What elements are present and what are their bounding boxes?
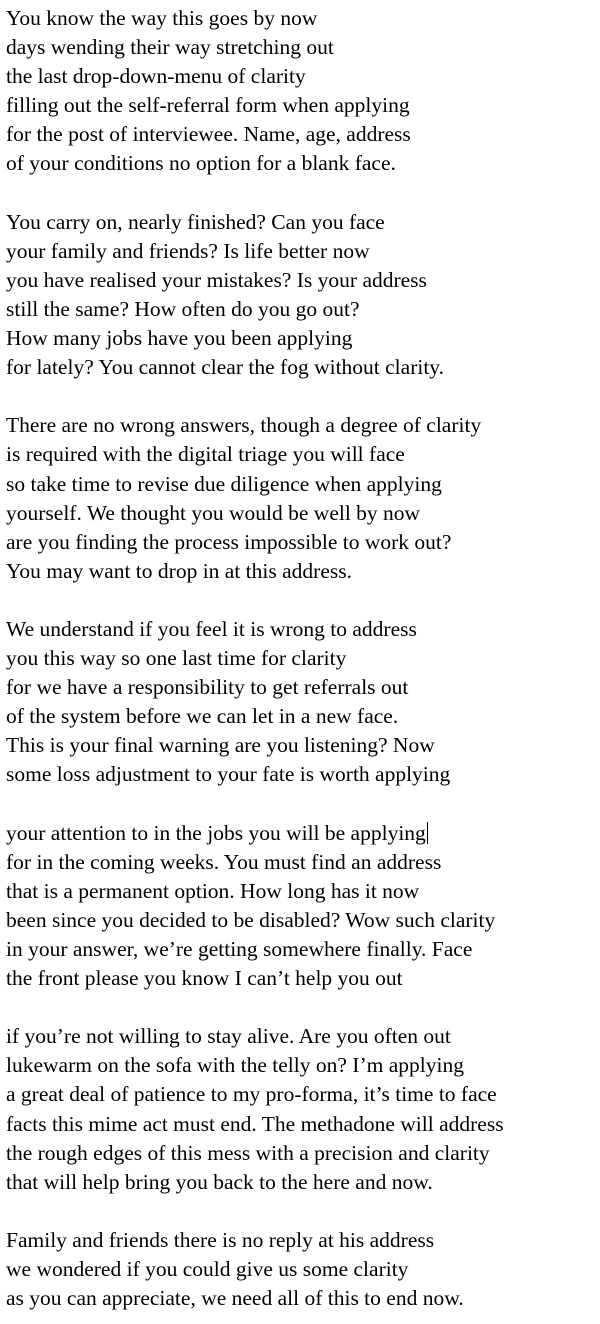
poem-line: You know the way this goes by now xyxy=(6,6,318,30)
poem-line: if you’re not willing to stay alive. Are you often out xyxy=(6,1024,451,1049)
poem-line: lukewarm on the sofa with the telly on? I’m applying xyxy=(6,1053,464,1078)
poem-line: for we have a responsibility to get referrals out xyxy=(6,675,409,700)
poem-line: You may want to drop in at this address. xyxy=(6,558,352,583)
poem-line: Family and friends there is no reply at his address xyxy=(6,1227,435,1252)
stanza-4 xyxy=(6,615,600,790)
poem-line: yourself. We thought you would be well by now xyxy=(6,500,421,525)
poem-line: so take time to revise due diligence when applying xyxy=(6,471,442,496)
text-cursor xyxy=(427,822,428,844)
poem-line: a great deal of patience to my pro-forma, it’s time to face xyxy=(6,1082,497,1107)
poem-line: is required with the digital triage you will face xyxy=(6,442,405,467)
poem-line: days wending their way stretching out xyxy=(6,35,334,60)
poem-line: some loss adjustment to your fate is worth applying xyxy=(6,762,451,787)
poem-line: that is a permanent option. How long has it now xyxy=(6,878,420,903)
poem-line: of the system before we can let in a new face. xyxy=(6,704,399,729)
stanza-3 xyxy=(6,411,600,586)
poem-line: as you can appreciate, we need all of this to end now. xyxy=(6,1286,464,1311)
poem-line: for the post of interviewee. Name, age, address xyxy=(6,122,411,147)
poem-line: How many jobs have you been applying xyxy=(6,326,353,351)
poem-line: still the same? How often do you go out? xyxy=(6,296,360,321)
stanza-7 xyxy=(6,1226,600,1313)
poem-line: of your conditions no option for a blank face. xyxy=(6,151,396,176)
stanza-1 xyxy=(6,4,600,179)
poem-line: that will help bring you back to the here and now. xyxy=(6,1169,433,1194)
poem-line: filling out the self-referral form when applying xyxy=(6,93,410,118)
poem-line-text: your attention to in the jobs you will be applying xyxy=(6,820,426,845)
poem-line: your family and friends? Is life better now xyxy=(6,238,370,263)
poem-line: the last drop-down-menu of clarity xyxy=(6,64,306,89)
poem-line: This is your final warning are you listening? Now xyxy=(6,733,435,758)
poem-line: been since you decided to be disabled? Wow such clarity xyxy=(6,907,496,932)
stanza-5 xyxy=(6,819,600,994)
poem-line: There are no wrong answers, though a degree of clarity xyxy=(6,413,482,438)
poem-line: We understand if you feel it is wrong to address xyxy=(6,616,417,641)
poem-line: are you finding the process impossible to work out? xyxy=(6,529,452,554)
poem-line: you have realised your mistakes? Is your address xyxy=(6,267,427,292)
poem-line: we wondered if you could give us some clarity xyxy=(6,1257,409,1282)
poem-line: for in the coming weeks. You must find an address xyxy=(6,849,442,874)
poem-line-with-caret[interactable] xyxy=(6,819,600,848)
poem-line: facts this mime act must end. The methadone will address xyxy=(6,1111,504,1136)
document-page[interactable] xyxy=(6,4,600,1313)
stanza-6 xyxy=(6,1022,600,1197)
stanza-2 xyxy=(6,208,600,383)
poem-line: you this way so one last time for clarity xyxy=(6,646,347,671)
poem-line: for lately? You cannot clear the fog without clarity. xyxy=(6,355,445,380)
poem-line: the front please you know I can’t help you out xyxy=(6,966,403,991)
poem-line: the rough edges of this mess with a precision and clarity xyxy=(6,1140,490,1165)
poem-line: in your answer, we’re getting somewhere finally. Face xyxy=(6,937,473,961)
poem-line: You carry on, nearly finished? Can you face xyxy=(6,209,385,234)
